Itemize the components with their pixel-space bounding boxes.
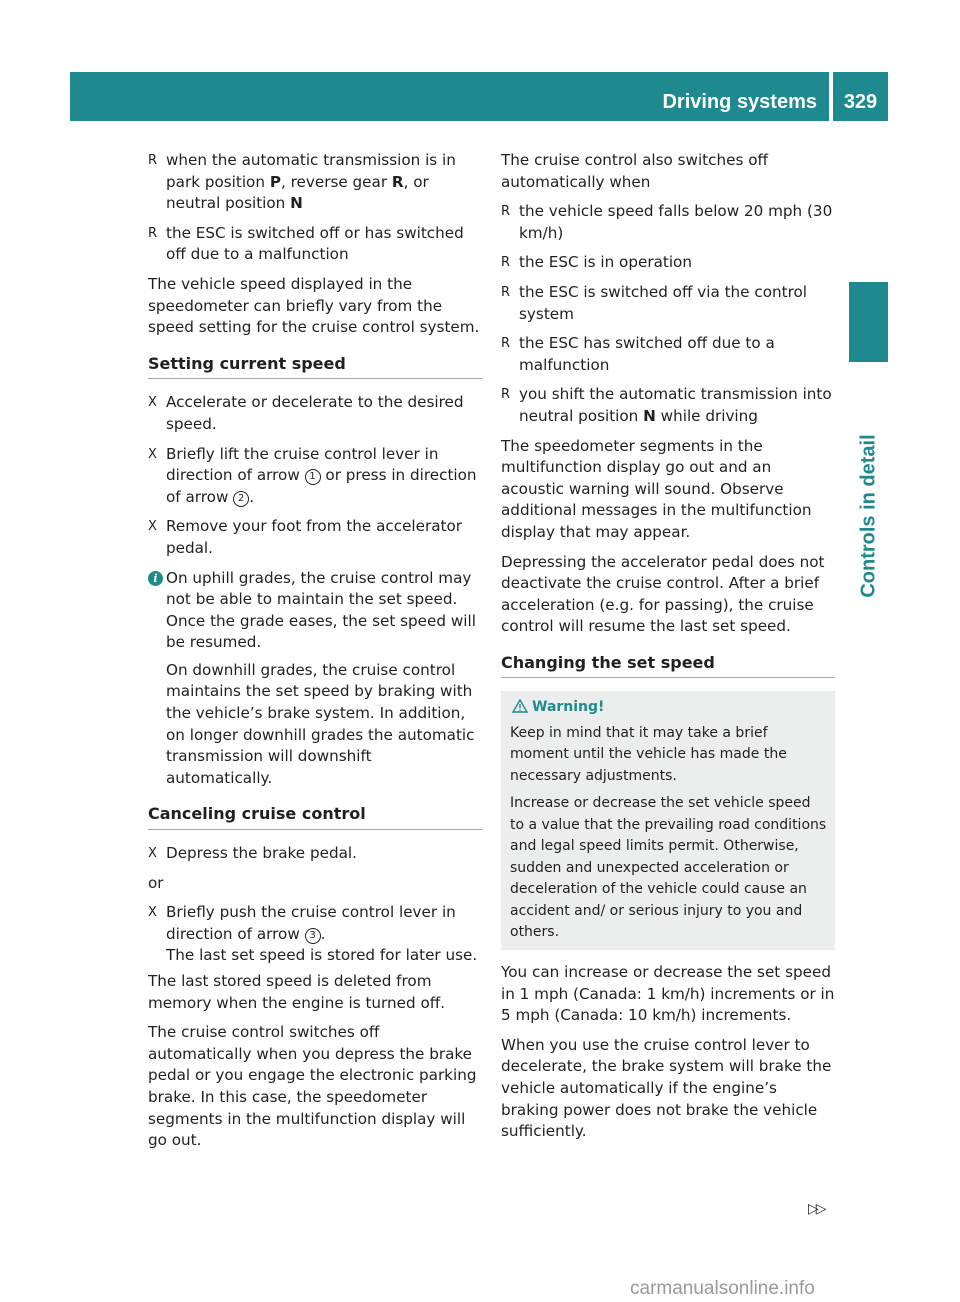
list-item: R the ESC is in operation	[501, 252, 835, 274]
continue-icon: ▷▷	[808, 1201, 824, 1217]
paragraph: or	[148, 873, 164, 892]
list-item: R you shift the automatic transmission into neutral position N while driving	[501, 385, 832, 425]
step-item: X Depress the brake pedal.	[148, 843, 482, 865]
paragraph: Depressing the accelerator pedal does not deactivate the cruise control. After a brief acceleration (e.g. for passing), the cruise control will resume the last set speed.	[501, 552, 825, 636]
bullet-icon: R	[148, 225, 158, 241]
step-arrow-icon: X	[148, 395, 157, 411]
warning-title: Warning!	[510, 697, 829, 719]
callout-number: 1	[305, 469, 321, 485]
warning-box	[501, 691, 835, 950]
list-item: R the ESC is switched off via the control system	[501, 282, 807, 323]
info-icon: i	[148, 571, 163, 586]
callout-number: 2	[233, 491, 249, 507]
left-column	[148, 150, 482, 1160]
step-item: X Remove your foot from the accelerator pedal.	[148, 517, 463, 557]
section-heading: Canceling cruise control	[148, 803, 482, 830]
step-arrow-icon: X	[148, 519, 157, 535]
paragraph: You can increase or decrease the set speed in 1 mph (Canada: 1 km/h) increments or in 5 mph (Canada: 10 km/h) increments.	[501, 962, 835, 1025]
step-result: The last set speed is stored for later use.	[166, 946, 478, 965]
bullet-icon: R	[501, 387, 511, 403]
list-item: R the ESC has switched off due to a malfunction	[501, 334, 775, 374]
step-arrow-icon: X	[148, 905, 157, 921]
bullet-icon: R	[501, 284, 511, 300]
step-arrow-icon: X	[148, 446, 157, 462]
watermark: carmanualsonline.info	[630, 1278, 815, 1299]
bullet-icon: R	[501, 255, 511, 271]
step-item: X Briefly push the cruise control lever in direction of arrow 3 . The last set speed is stored for later use.	[148, 902, 482, 967]
warning-text: Increase or decrease the set vehicle speed to a value that the prevailing road conditions and legal speed limits permit. Otherwise, sudden and unexpected acceleration or deceleration of the vehicle could cause an accident and/ or serious injury to you and others.	[510, 795, 827, 941]
step-item: X Accelerate or decelerate to the desired speed.	[148, 393, 464, 433]
side-tab-label: Controls in detail	[857, 434, 879, 598]
bullet-icon: R	[501, 204, 511, 220]
paragraph: The cruise control switches off automatically when you depress the brake pedal or you engage the electronic parking brake. In this case, the speedometer segments in the multifunction display will go out.	[148, 1023, 477, 1150]
page-number-box	[833, 72, 888, 121]
side-tab	[849, 366, 888, 666]
callout-number: 3	[305, 928, 321, 944]
list-item: R when the automatic transmission is in park position P, reverse gear R, or neutral position N	[148, 151, 456, 213]
list-item: R the ESC is switched off or has switched off due to a malfunction	[148, 223, 464, 264]
warning-text: Keep in mind that it may take a brief moment until the vehicle has made the necessary adjustments.	[510, 724, 787, 784]
section-heading: Changing the set speed	[501, 652, 835, 679]
side-tab-marker	[849, 282, 888, 362]
paragraph: When you use the cruise control lever to decelerate, the brake system will brake the vehicle automatically if the engine’s braking power does not brake the vehicle sufficiently.	[501, 1035, 832, 1141]
paragraph: The speedometer segments in the multifunction display go out and an acoustic warning will sound. Observe additional messages in the multifunction display that may appear.	[501, 436, 812, 541]
section-heading: Setting current speed	[148, 353, 482, 380]
paragraph: The vehicle speed displayed in the speedometer can briefly vary from the speed setting for the cruise control system.	[148, 274, 480, 337]
info-note: i On uphill grades, the cruise control may not be able to maintain the set speed. Once the grade eases, the set speed will be resumed. On downhill grades, the cruise control maintains the set speed by braking with the vehicle’s brake system. In addition, on longer downhill grades the automatic transmission will downshift automatically.	[148, 568, 482, 790]
paragraph: The cruise control also switches off automatically when	[501, 151, 768, 191]
step-arrow-icon: X	[148, 846, 157, 862]
bullet-icon: R	[148, 153, 158, 168]
list-item: R the vehicle speed falls below 20 mph (30 km/h)	[501, 202, 833, 242]
header-bar	[70, 72, 829, 121]
page-number: 329	[843, 91, 878, 113]
bullet-icon: R	[501, 336, 511, 352]
section-title: Driving systems	[662, 91, 817, 113]
warning-icon	[512, 699, 528, 713]
paragraph: The last stored speed is deleted from memory when the engine is turned off.	[148, 972, 446, 1012]
step-item: X Briefly lift the cruise control lever in direction of arrow 1 or press in direction of arrow 2 .	[148, 444, 477, 506]
right-column	[501, 150, 835, 1151]
